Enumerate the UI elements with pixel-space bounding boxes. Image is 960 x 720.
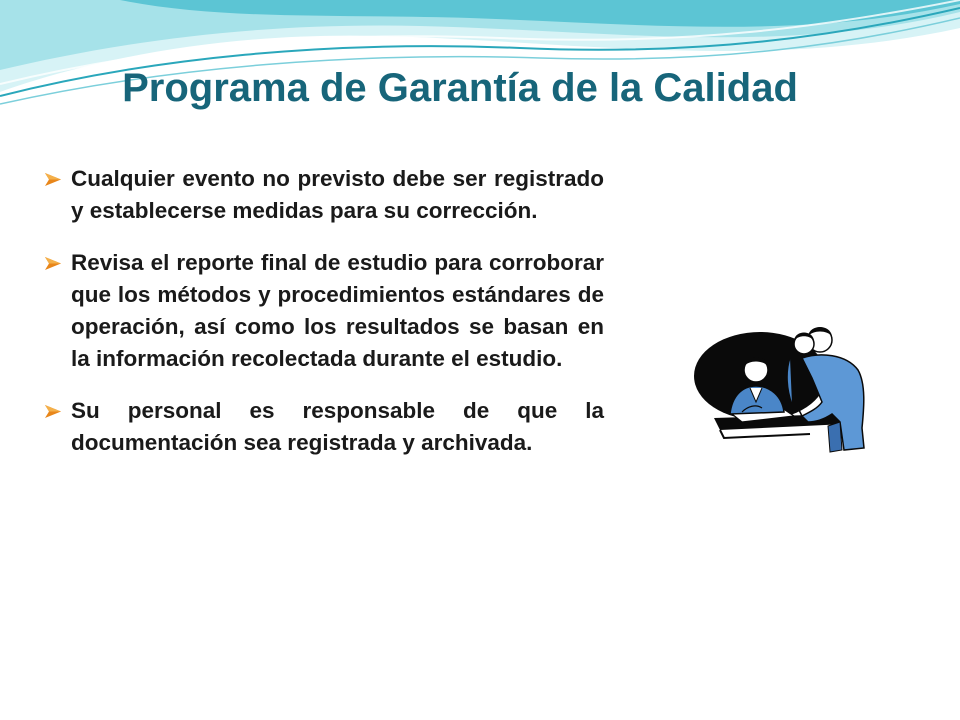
arrow-bullet-icon — [44, 172, 62, 187]
arrow-bullet-icon — [44, 404, 62, 419]
bullet-list — [44, 163, 604, 479]
two-men-reviewing-documents-illustration — [690, 318, 890, 458]
bullet-item — [44, 163, 604, 227]
bullet-text: Su personal es responsable de que la documentación sea registrada y archivada. — [71, 398, 604, 455]
bullet-text: Revisa el reporte final de estudio para corroborar que los métodos y procedimientos estándares de operación, así como los resultados se basan en la información recolectada durante el estudio. — [71, 250, 604, 371]
bullet-item — [44, 395, 604, 459]
slide-title: Programa de Garantía de la Calidad — [122, 66, 798, 110]
bullet-text: Cualquier evento no previsto debe ser registrado y establecerse medidas para su corrección. — [71, 166, 604, 223]
arrow-bullet-icon — [44, 256, 62, 271]
bullet-item — [44, 247, 604, 375]
